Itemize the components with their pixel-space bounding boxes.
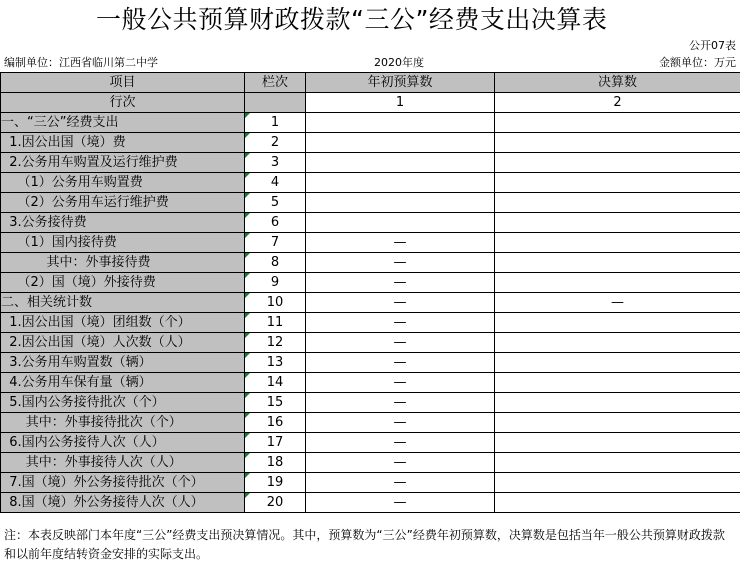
row-seq-text: 14 xyxy=(266,375,284,390)
row-seq-text: 15 xyxy=(266,395,284,410)
row-budget-value: — xyxy=(306,273,495,293)
row-item-label: 3.公务用车购置数（辆） xyxy=(1,353,245,373)
row-seq-number xyxy=(245,153,306,173)
row-seq-text: 10 xyxy=(266,295,284,310)
row-seq-text: 3 xyxy=(270,155,280,170)
row-item-label: 1.因公出国（境）团组数（个） xyxy=(1,313,245,333)
row-seq-number xyxy=(245,453,306,473)
row-final-value xyxy=(495,493,740,513)
row-seq-number xyxy=(245,413,306,433)
row-budget-value: — xyxy=(306,293,495,313)
table-row xyxy=(1,393,740,413)
row-final-value xyxy=(495,233,740,253)
header-row xyxy=(1,73,740,93)
row-seq-text: 11 xyxy=(266,315,284,330)
table-row xyxy=(1,173,740,193)
row-final-value xyxy=(495,253,740,273)
table-row xyxy=(1,273,740,293)
row-item-label: 二、相关统计数 xyxy=(1,293,245,313)
row-seq-number xyxy=(245,213,306,233)
row-seq-number xyxy=(245,293,306,313)
comment-marker-icon xyxy=(245,253,250,258)
row-seq-number xyxy=(245,433,306,453)
row-seq-number xyxy=(245,473,306,493)
row-final-value xyxy=(495,213,740,233)
row-budget-value: — xyxy=(306,413,495,433)
row-final-value xyxy=(495,393,740,413)
comment-marker-icon xyxy=(245,173,250,178)
table-row xyxy=(1,313,740,333)
comment-marker-icon xyxy=(245,293,250,298)
header-final-no: 2 xyxy=(495,93,740,113)
row-item-label: 3.公务接待费 xyxy=(1,213,245,233)
row-seq-number xyxy=(245,353,306,373)
row-budget-value xyxy=(306,153,495,173)
row-budget-value: — xyxy=(306,453,495,473)
row-final-value xyxy=(495,273,740,293)
table-row xyxy=(1,433,740,453)
comment-marker-icon xyxy=(245,213,250,218)
row-final-value xyxy=(495,353,740,373)
row-item-label: （2）国（境）外接待费 xyxy=(1,273,245,293)
row-item-label: 1.因公出国（境）费 xyxy=(1,133,245,153)
row-final-value xyxy=(495,333,740,353)
row-seq-text: 5 xyxy=(270,195,280,210)
row-seq-number xyxy=(245,373,306,393)
comment-marker-icon xyxy=(245,433,250,438)
row-final-value xyxy=(495,413,740,433)
table-row xyxy=(1,413,740,433)
row-final-value xyxy=(495,173,740,193)
row-seq-text: 8 xyxy=(270,255,280,270)
row-item-label: 其中：外事接待费 xyxy=(1,253,245,273)
row-final-value xyxy=(495,113,740,133)
row-seq-number xyxy=(245,173,306,193)
money-unit: 金额单位：万元 xyxy=(659,56,736,69)
row-seq-text: 9 xyxy=(270,275,280,290)
comment-marker-icon xyxy=(245,273,250,278)
header-budget: 年初预算数 xyxy=(306,73,495,93)
row-seq-text: 17 xyxy=(266,435,284,450)
row-seq-number xyxy=(245,313,306,333)
row-budget-value xyxy=(306,113,495,133)
row-seq-number xyxy=(245,113,306,133)
row-seq-number xyxy=(245,193,306,213)
row-item-label: 8.国（境）外公务接待人次（人） xyxy=(1,493,245,513)
table-row xyxy=(1,453,740,473)
row-item-label: 2.因公出国（境）人次数（人） xyxy=(1,333,245,353)
row-budget-value: — xyxy=(306,253,495,273)
row-budget-value xyxy=(306,193,495,213)
row-final-value xyxy=(495,453,740,473)
table-row xyxy=(1,153,740,173)
row-seq-text: 6 xyxy=(270,215,280,230)
row-final-value xyxy=(495,153,740,173)
comment-marker-icon xyxy=(245,373,250,378)
row-seq-text: 1 xyxy=(270,115,280,130)
header-seq-blank xyxy=(245,93,306,113)
comment-marker-icon xyxy=(245,493,250,498)
row-item-label: （1）公务用车购置费 xyxy=(1,173,245,193)
unit-name: 编制单位：江西省临川第二中学 xyxy=(4,56,158,69)
row-seq-text: 13 xyxy=(266,355,284,370)
row-seq-text: 19 xyxy=(266,475,284,490)
row-item-label: （2）公务用车运行维护费 xyxy=(1,193,245,213)
table-row xyxy=(1,493,740,513)
header-row-label: 行次 xyxy=(1,93,245,113)
comment-marker-icon xyxy=(245,333,250,338)
row-budget-value: — xyxy=(306,313,495,333)
row-seq-number xyxy=(245,273,306,293)
row-budget-value: — xyxy=(306,333,495,353)
comment-marker-icon xyxy=(245,353,250,358)
table-row xyxy=(1,113,740,133)
row-item-label: 4.公务用车保有量（辆） xyxy=(1,373,245,393)
row-final-value xyxy=(495,373,740,393)
table-row xyxy=(1,333,740,353)
row-item-label: 其中：外事接待批次（个） xyxy=(1,413,245,433)
row-seq-number xyxy=(245,233,306,253)
header-budget-no: 1 xyxy=(306,93,495,113)
row-item-label: （1）国内接待费 xyxy=(1,233,245,253)
table-row xyxy=(1,193,740,213)
comment-marker-icon xyxy=(245,233,250,238)
header-final: 决算数 xyxy=(495,73,740,93)
row-budget-value: — xyxy=(306,393,495,413)
row-budget-value xyxy=(306,213,495,233)
row-budget-value: — xyxy=(306,493,495,513)
row-item-label: 一、“三公”经费支出 xyxy=(1,113,245,133)
header-item: 项目 xyxy=(1,73,245,93)
row-budget-value: — xyxy=(306,373,495,393)
row-seq-number xyxy=(245,333,306,353)
row-final-value xyxy=(495,133,740,153)
row-item-label: 2.公务用车购置及运行维护费 xyxy=(1,153,245,173)
row-final-value xyxy=(495,433,740,453)
comment-marker-icon xyxy=(245,473,250,478)
row-seq-text: 16 xyxy=(266,415,284,430)
row-budget-value: — xyxy=(306,233,495,253)
table-row xyxy=(1,373,740,393)
row-seq-text: 18 xyxy=(266,455,284,470)
table-row xyxy=(1,253,740,273)
comment-marker-icon xyxy=(245,193,250,198)
table-row xyxy=(1,293,740,313)
header-number-row xyxy=(1,93,740,113)
form-code: 公开07表 xyxy=(689,39,736,52)
page-title: 一般公共预算财政拨款“三公”经费支出决算表 xyxy=(96,5,608,34)
table-row xyxy=(1,473,740,493)
comment-marker-icon xyxy=(245,313,250,318)
table-row xyxy=(1,133,740,153)
fiscal-year: 2020年度 xyxy=(374,56,424,69)
row-final-value: — xyxy=(495,293,740,313)
row-seq-text: 12 xyxy=(266,335,284,350)
row-seq-number xyxy=(245,493,306,513)
row-budget-value: — xyxy=(306,433,495,453)
row-budget-value xyxy=(306,133,495,153)
row-seq-number xyxy=(245,393,306,413)
row-seq-text: 20 xyxy=(266,495,284,510)
row-final-value xyxy=(495,193,740,213)
row-seq-text: 4 xyxy=(270,175,280,190)
comment-marker-icon xyxy=(245,393,250,398)
row-item-label: 其中：外事接待人次（人） xyxy=(1,453,245,473)
comment-marker-icon xyxy=(245,153,250,158)
comment-marker-icon xyxy=(245,133,250,138)
row-seq-number xyxy=(245,253,306,273)
row-seq-number xyxy=(245,133,306,153)
row-final-value xyxy=(495,473,740,493)
comment-marker-icon xyxy=(245,413,250,418)
row-item-label: 6.国内公务接待人次（人） xyxy=(1,433,245,453)
table-row xyxy=(1,353,740,373)
row-seq-text: 7 xyxy=(270,235,280,250)
header-seq: 栏次 xyxy=(245,73,306,93)
row-item-label: 5.国内公务接待批次（个） xyxy=(1,393,245,413)
comment-marker-icon xyxy=(245,453,250,458)
row-seq-text: 2 xyxy=(270,135,280,150)
comment-marker-icon xyxy=(245,113,250,118)
row-item-label: 7.国（境）外公务接待批次（个） xyxy=(1,473,245,493)
row-budget-value xyxy=(306,173,495,193)
table-row xyxy=(1,233,740,253)
row-final-value xyxy=(495,313,740,333)
footnote: 注：本表反映部门本年度“三公”经费支出预决算情况。其中，预算数为“三公”经费年初预算数，决算数是包括当年一般公共预算财政拨款和以前年度结转资金安排的实际支出。 xyxy=(4,528,725,561)
table-row xyxy=(1,213,740,233)
expenditure-table xyxy=(0,72,740,513)
row-budget-value: — xyxy=(306,473,495,493)
row-budget-value: — xyxy=(306,353,495,373)
